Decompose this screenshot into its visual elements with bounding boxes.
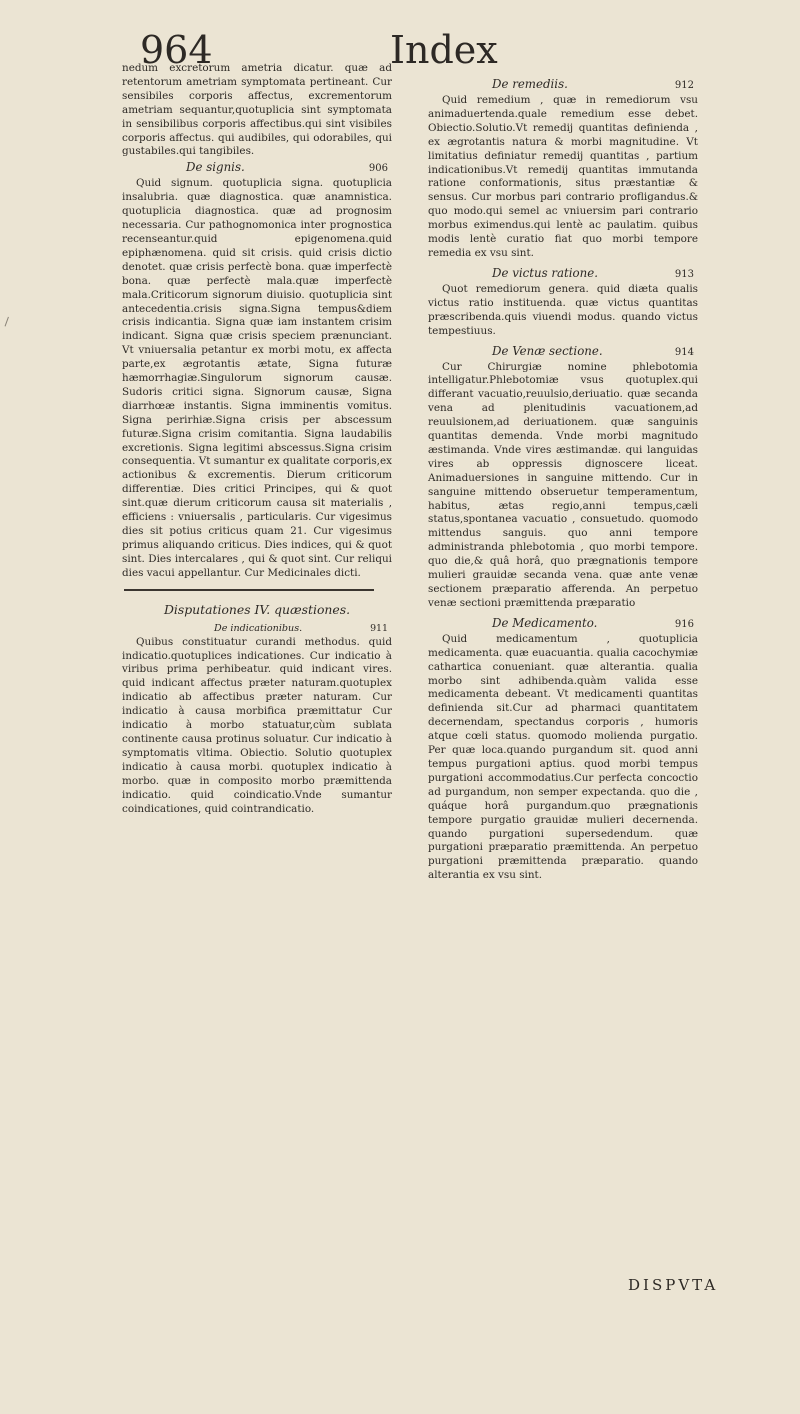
section-number: 913 <box>674 268 694 280</box>
section-vena <box>428 343 698 611</box>
section-heading <box>428 76 698 94</box>
section-indicationibus <box>122 622 392 817</box>
section-text: Quot remediorum genera. quid diæta qualis victus ratio instituenda. quæ victus quantitas præscribenda.quis viuendi modus. quando victus tempestiuus. <box>428 282 698 337</box>
section-heading <box>428 343 698 361</box>
section-text: Quid signum. quotuplicia signa. quotuplicia insalubria. quæ diagnostica. quæ anamnistica. quotuplicia diagnostica. quæ ad prognosim necessaria. Cur pathognomonica inter prognostica recenseantur.quid epigenomena.quid epiphænomena. quid sit crisis. quid crisis dictio denotet. quæ crisis perfectè bona. quæ imperfectè bona. quæ perfectè mala.quæ imperfectè mala.Criticorum signorum diuisio. quotuplicia sint antecedentia.crisis signa.Signa tempus&diem crisis indicantia. Signa quæ iam instantem crisim indicant. Signa quæ crisis speciem prænunciant. Vt vniuersalia petantur ex morbi motu, ex affecta parte,ex ægrotantis ætate, Signa futuræ hæmorrhagiæ.Singulorum signorum causæ. Sudoris critici signa. Signorum causæ, Signa diarrhœæ instantis. Signa imminentis vomitus. Signa perirhiæ.Signa crisis per abscessum futuræ.Signa crisim comitantia. Signa laudabilis excretionis. Signa legitimi abscessus.Signa crisim consequentia. Vt sumantur ex qualitate corporis,ex actionibus & excrementis. Dierum criticorum differentiæ. Dies critici Principes, qui & quot sint.quæ dierum criticorum causa sit materialis , efficiens : vniuersalis , particularis. Cur vigesimus dies sit potius criticus quam 21. Cur vigesimus primus aliquando criticus. Dies indices, qui & quot sint. Dies intercalares , qui & quot sint. Cur reliqui dies vacui appellantur. Cur Medicinales dicti. <box>122 177 392 579</box>
section-victus <box>428 265 698 339</box>
section-heading <box>428 615 698 633</box>
margin-mark <box>5 317 17 329</box>
section-text: Quid medicamentum , quotuplicia medicamenta. quæ euacuantia. qualia cacochymiæ cathartica conueniant. quæ alterantia. qualia morbo sint adhibenda.quàm valida esse medicamenta debeant. Vt medicamenti quantitas definienda sit.Cur ad pharmaci quantitatem decernendam, spectandus corporis , humoris atque cœli status. quomodo molienda purgatio. Per quæ loca.quando purgandum sit. quod anni tempus purgationi aptius. quod morbi tempus purgationi accommodatius.Cur perfecta concoctio ad purgandum, non semper expectanda. quo die , quáque horâ purgandum.quo prægnationis tempore purgatio grauidæ mulieri decernenda. quando purgationi supersedendum. quæ purgationi præparatio præmittenda. An perpetuo purgationi præmittenda præparatio. quando alterantia ex vsu sint. <box>428 632 698 882</box>
section-number: 916 <box>674 618 694 630</box>
page-number: 964 <box>140 28 213 72</box>
left-column <box>122 62 392 820</box>
section-title: De Venæ sectione. <box>492 343 603 358</box>
section-number: 914 <box>674 346 694 358</box>
section-title: De victus ratione. <box>492 265 598 280</box>
section-title: De signis. <box>186 160 245 175</box>
section-medicamento <box>428 615 698 883</box>
section-signis <box>122 159 392 580</box>
section-heading <box>428 265 698 283</box>
section-text: Quid remedium , quæ in remediorum vsu animaduertenda.quale remedium esse debet. Obiectio.Solutio.Vt remedij quantitas definienda , ex ægrotantis natura & morbi magnitudine. Vt limitatius definiatur remedij quantitas , partium indicationibus.Vt remedij quantitas immutanda ratione conformationis, situs præstantiæ & sensus. Cur morbus pari contrario profligandus.& quo modo.qui semel ac vniuersim pari contrario morbus eximendus.qui lentè ac paulatim. quibus modis lentè curatio fiat quo morbi tempore remedia ex vsu sint. <box>428 94 698 259</box>
section-title: De remediis. <box>492 77 568 91</box>
intro-paragraph: nedum excretorum ametria dicatur. quæ ad retentorum ametriam symptomata pertineant. Cur sensibiles corporis affectus, excrementorum ametriam sequantur,quotuplicia sint symptomata in sensibilibus corporis affectibus.qui sint visibiles corporis affectus. qui audibiles, qui odorabiles, qui gustabiles.qui tangibiles. <box>122 62 392 158</box>
catchword: DISPVTA <box>628 1276 719 1294</box>
section-heading <box>122 622 392 636</box>
page-header <box>0 20 800 70</box>
section-title: De Medicamento. <box>492 615 598 630</box>
divider-rule <box>124 589 374 591</box>
section-text: Cur Chirurgiæ nomine phlebotomia intelligatur.Phlebotomiæ vsus quotuplex.qui differant vacuatio,reuulsio,deriuatio. quæ secanda vena ad plenitudinis vacuationem,ad reuulsionem,ad deriuationem. quæ sanguinis quantitas demenda. Vnde morbi magnitudo æstimanda. Vnde vires æstimandæ. qui languidas vires ab oppressis dignoscere liceat. Animaduersiones in sanguine mittendo. Cur in sanguine mittendo obseruetur temperamentum, habitus, ætas regio,anni tempus,cæli status,spontanea vacuatio , consuetudo. quomodo mittendus sanguis. quo anni tempore administranda phlebotomia , quo morbi tempore. quo die,& quâ horâ, quo prægnationis tempore mulieri grauidæ secanda vena. quæ ante venæ sectionem præparatio afferenda. An perpetuo venæ sectioni præmittenda præparatio <box>428 360 698 609</box>
section-remediis <box>428 76 698 261</box>
section-heading <box>122 159 392 177</box>
section-text: Quibus constituatur curandi methodus. quid indicatio.quotuplices indicationes. Cur indicatio à viribus prima perhibeatur. quid indicant vires. quid indicant affectus præter naturam.quotuplex indicatio ab affectibus præter naturam. Cur indicatio à causa morbifica præmittatur Cur indicatio à morbo statuatur,cùm sublata continente causa protinus soluatur. Cur indicatio à symptomatis vltima. Obiectio. Solutio quotuplex indicatio à causa morbi. quotuplex indicatio à morbo. quæ in composito morbo præmittenda indicatio. quid coindicatio.Vnde sumantur coindicationes, quid cointrandicatio. <box>122 635 392 815</box>
section-number: 912 <box>674 80 694 91</box>
running-title: Index <box>390 28 498 72</box>
section-title: De indicationibus. <box>214 622 303 634</box>
section-number: 906 <box>368 163 388 175</box>
right-column <box>428 76 698 887</box>
disputationes-heading: Disputationes IV. quæstiones. <box>163 601 351 617</box>
section-number: 911 <box>370 622 388 634</box>
